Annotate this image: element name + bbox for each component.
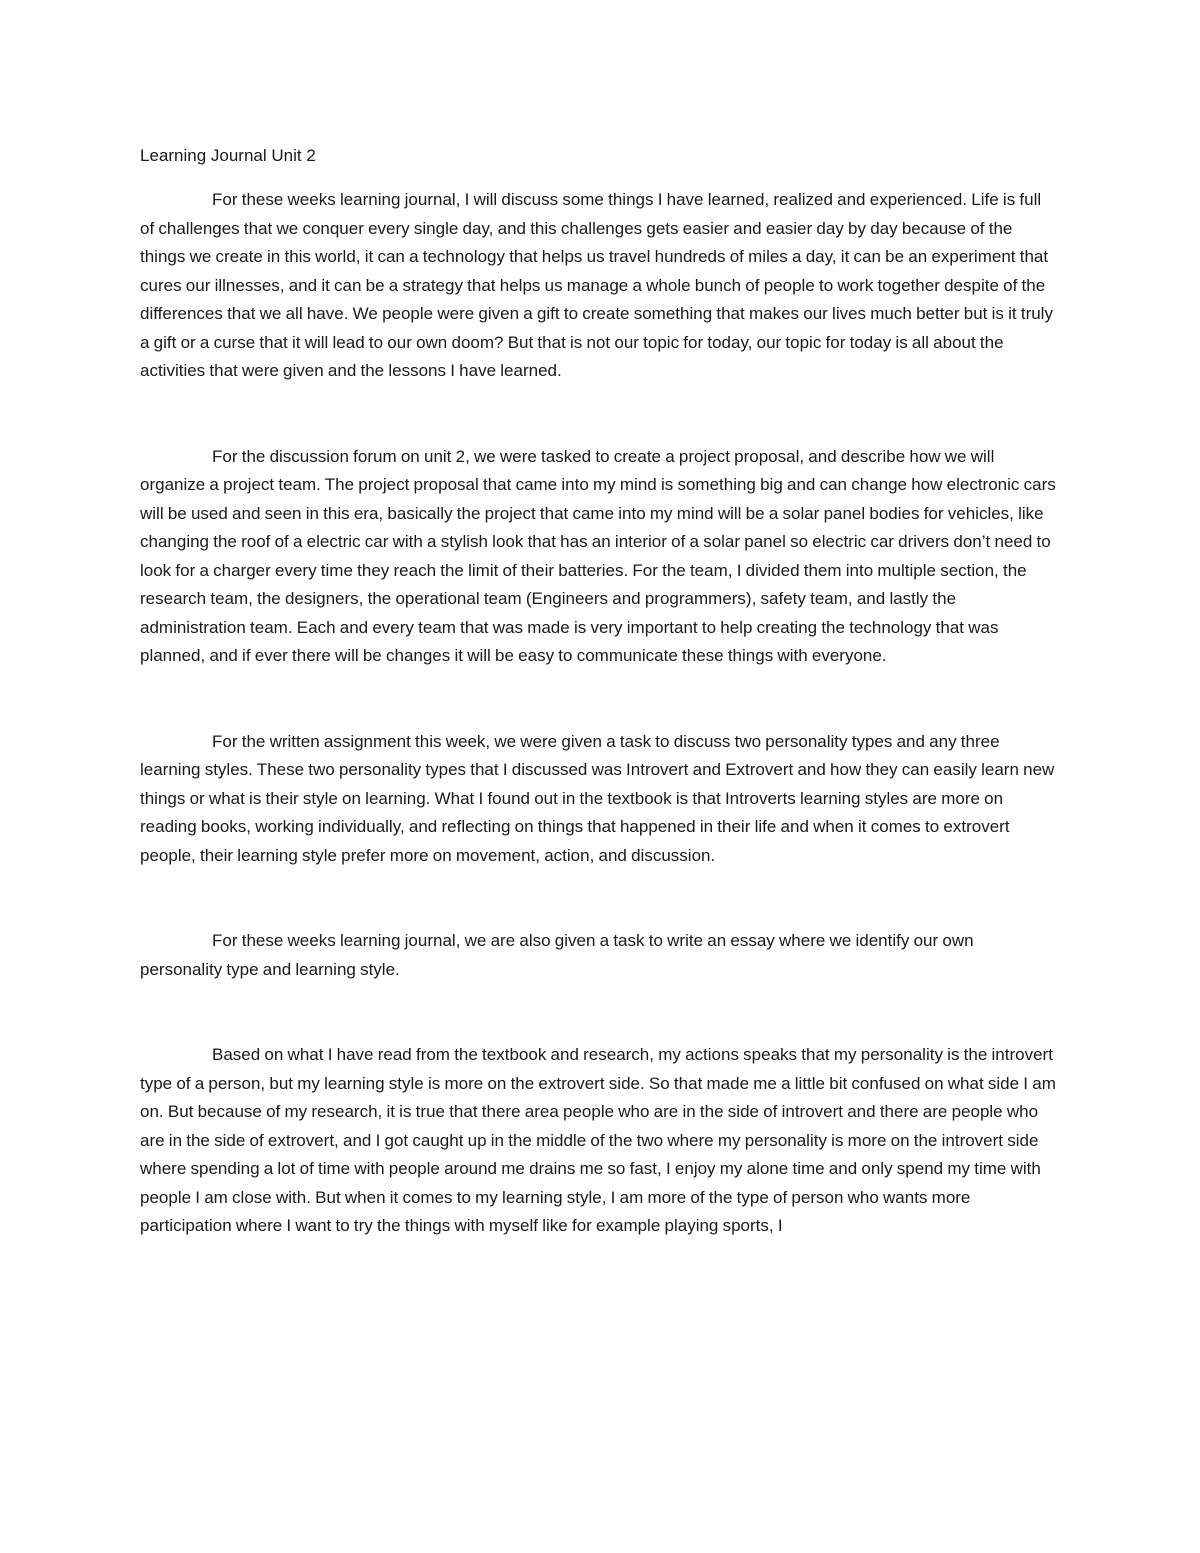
paragraph-gap	[140, 671, 1056, 728]
paragraph-gap	[140, 984, 1056, 1041]
paragraph-gap	[140, 386, 1056, 443]
paragraph-intro: For these weeks learning journal, I will discuss some things I have learned, realized and experienced. Life is full of challenges that we conquer every single day, and this challenges gets easier and easier day by day because of the things we create in this world, it can a technology that helps us travel hundreds of miles a day, it can be an experiment that cures our illnesses, and it can be a strategy that helps us manage a whole bunch of people to work together despite of the differences that we all have. We people were given a gift to create something that makes our lives much better but is it truly a gift or a curse that it will lead to our own doom? But that is not our topic for today, our topic for today is all about the activities that were given and the lessons I have learned.	[140, 190, 1053, 380]
document-body	[140, 186, 1056, 1241]
paragraph-essay-task: For these weeks learning journal, we are also given a task to write an essay where we identify our own personality type and learning style.	[140, 931, 974, 979]
paragraph-written-assignment: For the written assignment this week, we were given a task to discuss two personality types and any three learning styles. These two personality types that I discussed was Introvert and Extrovert and how they can easily learn new things or what is their style on learning. What I found out in the textbook is that Introverts learning styles are more on reading books, working individually, and reflecting on things that happened in their life and when it comes to extrovert people, their learning style prefer more on movement, action, and discussion.	[140, 731, 1055, 865]
paragraph-discussion-forum: For the discussion forum on unit 2, we were tasked to create a project proposal, and describe how we will organize a project team. The project proposal that came into my mind is something big and can change how electronic cars will be used and seen in this era, basically the project that came into my mind will be a solar panel bodies for vehicles, like changing the roof of a electric car with a stylish look that has an interior of a solar panel so electric car drivers don’t need to look for a charger every time they reach the limit of their batteries. For the team, I divided them into multiple section, the research team, the designers, the operational team (Engineers and programmers), safety team, and lastly the administration team. Each and every team that was made is very important to help creating the technology that was planned, and if ever there will be changes it will be easy to communicate these things with everyone.	[140, 446, 1056, 665]
document-title: Learning Journal Unit 2	[140, 146, 316, 165]
paragraph-gap	[140, 870, 1056, 927]
paragraph-personality: Based on what I have read from the textbook and research, my actions speaks that my personality is the introvert type of a person, but my learning style is more on the extrovert side. So that made me a little bit confused on what side I am on. But because of my research, it is true that there area people who are in the side of introvert and there are people who are in the side of extrovert, and I got caught up in the middle of the two where my personality is more on the introvert side where spending a lot of time with people around me drains me so fast, I enjoy my alone time and only spend my time with people I am close with. But when it comes to my learning style, I am more of the type of person who wants more participation where I want to try the things with myself like for example playing sports, I	[140, 1045, 1056, 1235]
